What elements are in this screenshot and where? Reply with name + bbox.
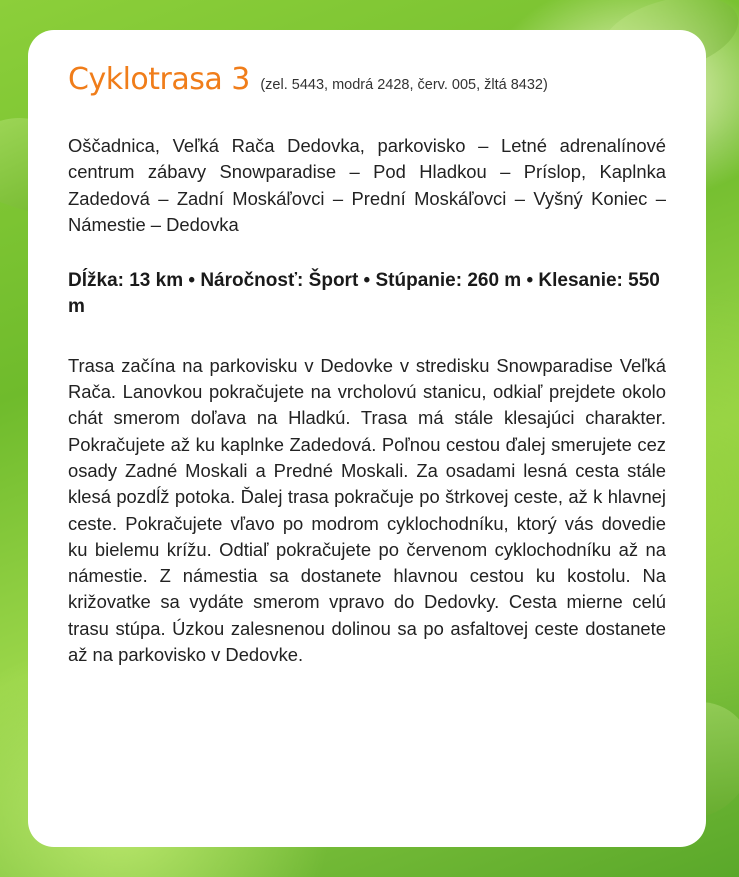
content-card xyxy=(28,30,706,847)
route-stats: Dĺžka: 13 km • Náročnosť: Šport • Stúpanie: 260 m • Klesanie: 550 m xyxy=(68,270,660,318)
trail-markings: (zel. 5443, modrá 2428, červ. 005, žltá 8432) xyxy=(260,77,548,93)
heading xyxy=(68,60,666,105)
route-waypoints: Oščadnica, Veľká Rača Dedovka, parkovisko – Letné adrenalínové centrum zábavy Snowparadise – Pod Hladkou – Príslop, Kaplnka Zadedová – Zadní Moskáľovci – Prední Moskáľovci – Vyšný Koniec – Námestie – Dedovka xyxy=(68,135,666,235)
route-title: Cyklotrasa 3 xyxy=(68,62,250,97)
route-description: Trasa začína na parkovisku v Dedovke v stredisku Snowparadise Veľká Rača. Lanovkou pokračujete na vrcholovú stanicu, odkiaľ prejdete okolo chát smerom doľava na Hladkú. Trasa má stále klesajúci charakter. Pokračujete až ku kaplnke Zadedová. Poľnou cestou ďalej smerujete cez osady Zadné Moskali a Predné Moskali. Za osadami lesná cesta stále klesá pozdĺž potoka. Ďalej trasa pokračuje po štrkovej ceste, až k hlavnej ceste. Pokračujete vľavo po modrom cyklochodníku, ktorý vás dovedie ku bielemu krížu. Odtiaľ pokračujete po červenom cyklochodníku až na námestie. Z námestia sa dostanete hlavnou cestou ku kostolu. Na križovatke sa vydáte smerom vpravo do Dedovky. Cesta mierne celú trasu stúpa. Úzkou zalesnenou dolinou sa po asfaltovej ceste dostanete až na parkovisko v Dedovke. xyxy=(68,354,666,666)
